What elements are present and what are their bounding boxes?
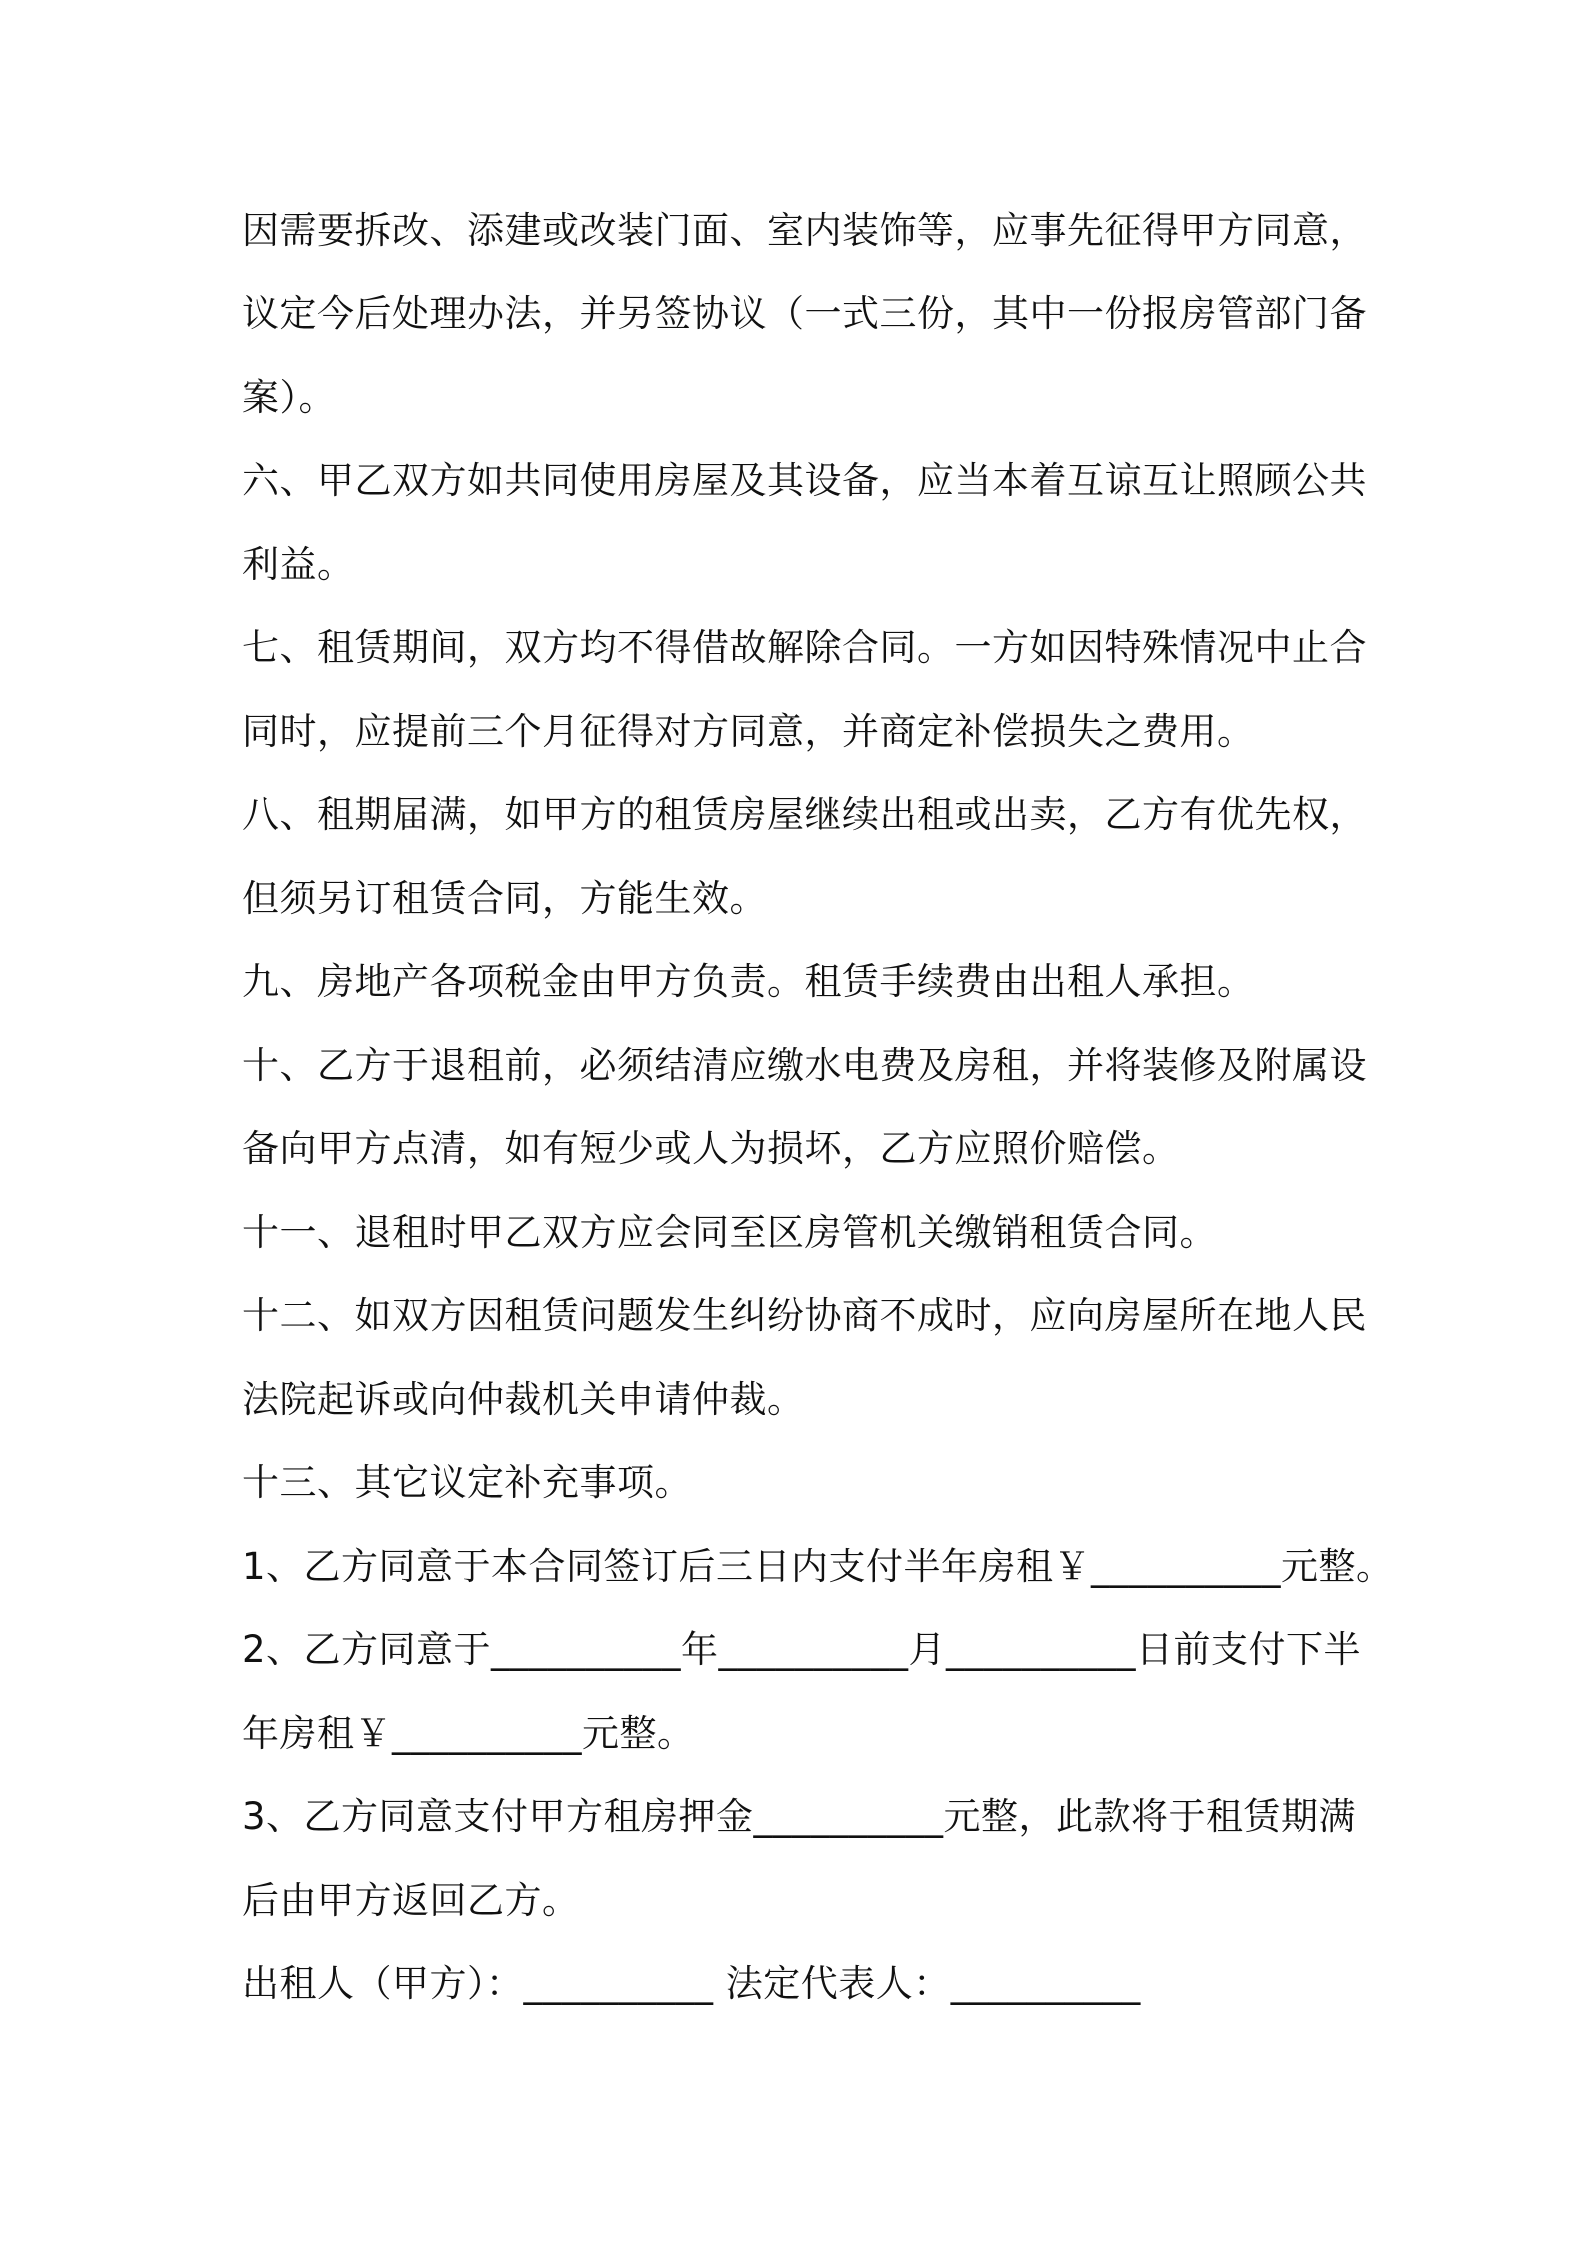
clause-9: 九、房地产各项税金由甲方负责。租赁手续费由出租人承担。 [242, 960, 1255, 1003]
signature-line: 出租人（甲方）：__________ 法定代表人：__________ [242, 1962, 1141, 2005]
clause-12: 十二、如双方因租赁问题发生纠纷协商不成时，应向房屋所在地人民 [242, 1294, 1367, 1337]
clause-6: 六、甲乙双方如共同使用房屋及其设备，应当本着互谅互让照顾公共 [242, 459, 1367, 502]
supplement-1: 1、乙方同意于本合同签订后三日内支付半年房租￥__________元整。 [242, 1545, 1394, 1588]
clause-8: 八、租期届满，如甲方的租赁房屋继续出租或出卖，乙方有优先权， [242, 793, 1367, 836]
text-line: 同时，应提前三个月征得对方同意，并商定补偿损失之费用。 [242, 710, 1255, 753]
text-line: 案）。 [242, 376, 336, 419]
clause-7: 七、租赁期间，双方均不得借故解除合同。一方如因特殊情况中止合 [242, 626, 1367, 669]
supplement-3: 3、乙方同意支付甲方租房押金__________元整，此款将于租赁期满 [242, 1795, 1357, 1838]
text-line: 因需要拆改、添建或改装门面、室内装饰等，应事先征得甲方同意， [242, 209, 1367, 252]
clause-10: 十、乙方于退租前，必须结清应缴水电费及房租，并将装修及附属设 [242, 1044, 1367, 1087]
text-line: 法院起诉或向仲裁机关申请仲裁。 [242, 1378, 805, 1421]
text-line: 后由甲方返回乙方。 [242, 1879, 580, 1922]
supplement-2: 2、乙方同意于__________年__________月__________日前支付下半 [242, 1628, 1362, 1671]
text-line: 但须另订租赁合同，方能生效。 [242, 877, 767, 920]
text-line: 年房租￥__________元整。 [242, 1712, 695, 1755]
clause-11: 十一、退租时甲乙双方应会同至区房管机关缴销租赁合同。 [242, 1211, 1217, 1254]
text-line: 利益。 [242, 543, 355, 586]
text-line: 议定今后处理办法，并另签协议（一式三份，其中一份报房管部门备 [242, 292, 1367, 335]
text-line: 备向甲方点清，如有短少或人为损坏，乙方应照价赔偿。 [242, 1127, 1180, 1170]
clause-13: 十三、其它议定补充事项。 [242, 1461, 692, 1504]
